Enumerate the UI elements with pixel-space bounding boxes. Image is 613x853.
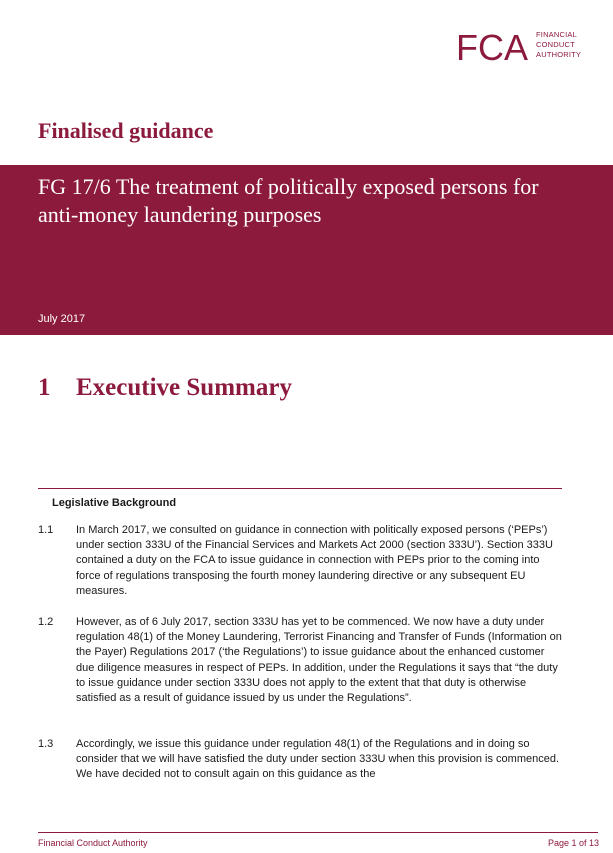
- paragraph-1-2: [38, 615, 563, 706]
- fca-logo: [456, 22, 596, 68]
- subheading: Legislative Background: [52, 497, 177, 509]
- logo-line-3: AUTHORITY: [536, 50, 582, 59]
- paragraph-1-3: [38, 737, 563, 783]
- page-number: Page 1 of 13: [547, 838, 599, 848]
- logo-line-1: FINANCIAL: [536, 30, 577, 39]
- footer-organisation: Financial Conduct Authority: [38, 838, 148, 848]
- section-number: 1: [38, 374, 51, 401]
- publication-date: July 2017: [38, 313, 86, 325]
- paragraph-1-1: [38, 523, 563, 599]
- paragraph-number: 1.1: [38, 524, 54, 536]
- logo-line-2: CONDUCT: [536, 40, 575, 49]
- paragraph-number: 1.2: [38, 616, 54, 628]
- svg-text:FCA: FCA: [456, 27, 528, 68]
- section-heading: [38, 374, 292, 402]
- title-banner: [0, 165, 613, 335]
- paragraph-text: Accordingly, we issue this guidance under regulation 48(1) of the Regulations and in doing so consider that we will have satisfied the duty under section 333U when this provision is commenced. We have decided not to consult again on this guidance as the: [76, 738, 560, 781]
- paragraph-text: However, as of 6 July 2017, section 333U has yet to be commenced. We now have a duty under regulation 48(1) of the Money Laundering, Terrorist Financing and Transfer of Funds (Information on the Payer) Regulations 2017 (‘the Regulations’) to issue guidance about the enhanced customer due diligence measures in respect of PEPs. In addition, under the Regulations it says that “the duty to issue guidance under section 333U does not apply to the extent that that duty is otherwise satisfied as a result of guidance issued by us under the Regulations”.: [76, 616, 562, 705]
- fca-logo-mark-icon: [456, 22, 532, 68]
- document-title: FG 17/6 The treatment of politically exposed persons for anti-money laundering purposes: [38, 174, 539, 227]
- paragraph-text: In March 2017, we consulted on guidance in connection with politically exposed persons (‘PEPs’) under section 333U of the Financial Services and Markets Act 2000 (section 333U’). Section 333U contained a duty on the FCA to issue guidance in connection with PEPs prior to the coming into force of regulations transposing the fourth money laundering directive or any subsequent EU measures.: [76, 524, 553, 597]
- subheading-rule: [38, 488, 562, 489]
- paragraph-number: 1.3: [38, 738, 54, 750]
- footer-rule: [38, 832, 598, 833]
- document-type: Finalised guidance: [38, 118, 214, 143]
- section-title: Executive Summary: [76, 374, 292, 401]
- logo-wordmark: [536, 30, 581, 60]
